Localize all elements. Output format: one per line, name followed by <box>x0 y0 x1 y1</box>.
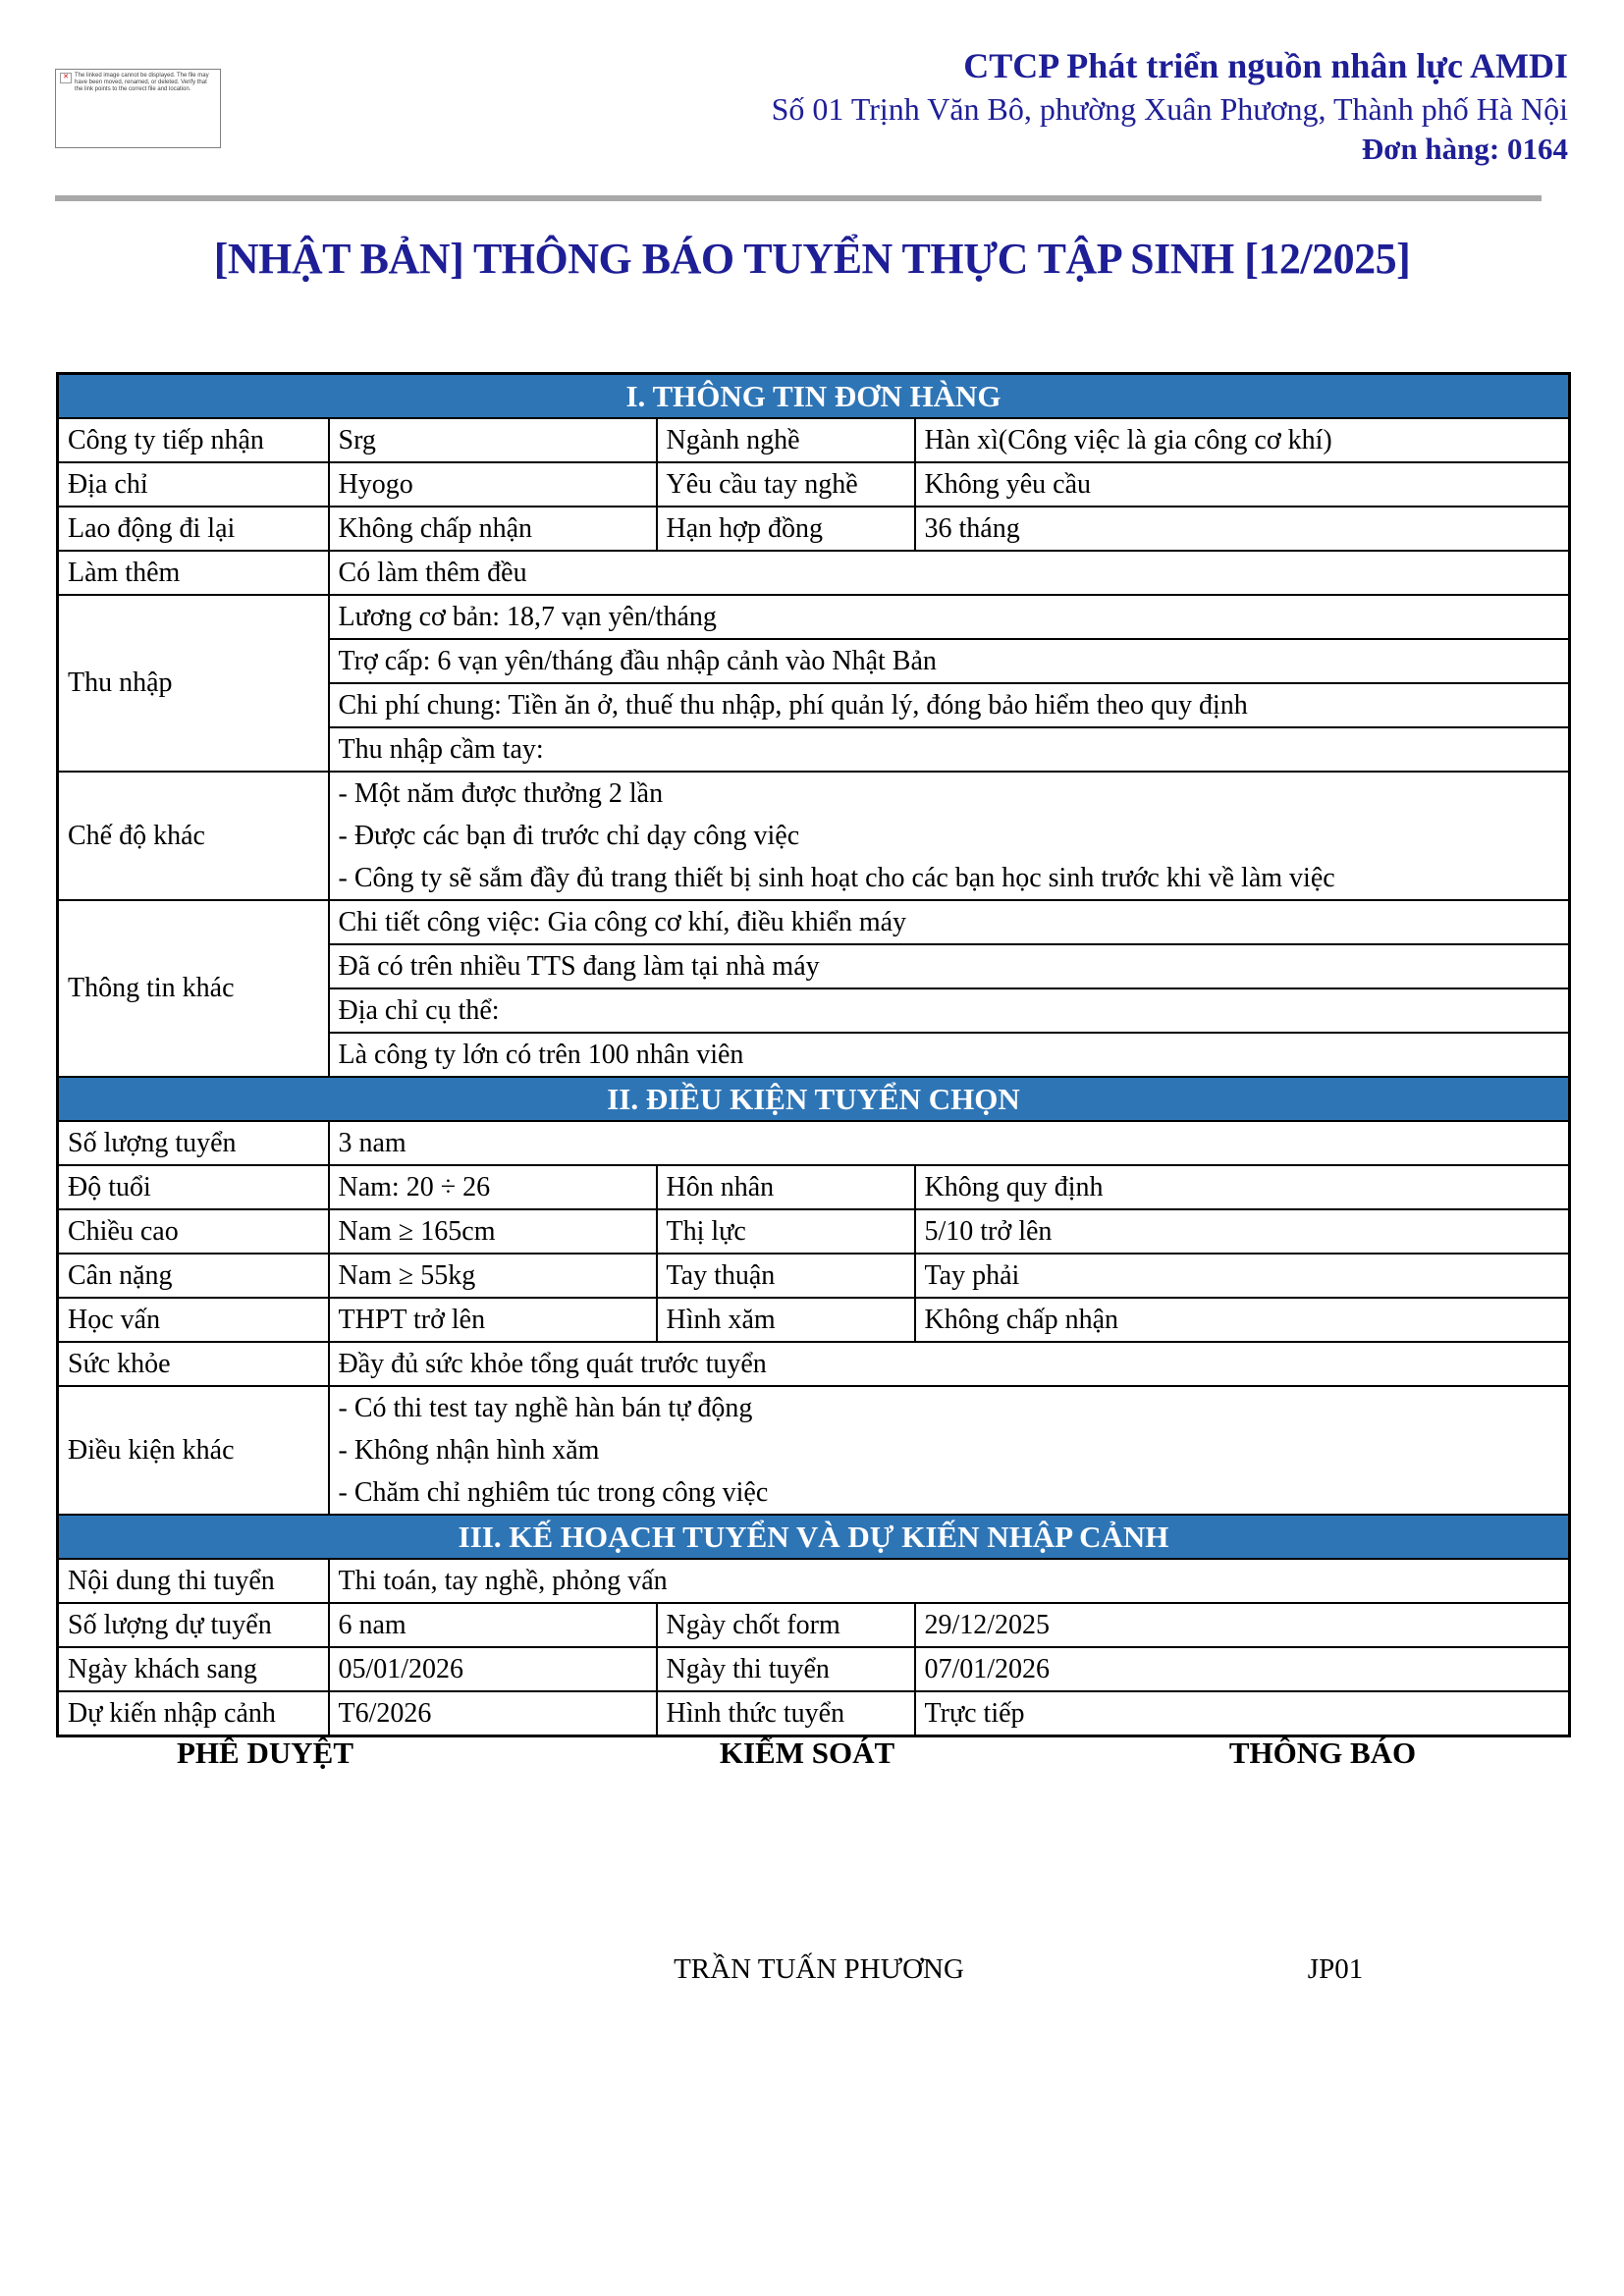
table-cell: 05/01/2026 <box>329 1647 657 1691</box>
cell-line: - Công ty sẽ sắm đầy đủ trang thiết bị sinh hoạt cho các bạn học sinh trước khi về làm việc <box>338 863 1335 893</box>
table-cell: Không chấp nhận <box>915 1298 1570 1342</box>
table-cell: Hàn xì(Công việc là gia công cơ khí) <box>915 418 1570 462</box>
broken-image-icon: ✕ <box>60 73 72 83</box>
table-cell <box>329 772 1570 900</box>
table-cell: Trực tiếp <box>915 1691 1570 1736</box>
row-label: Lao động đi lại <box>58 507 329 551</box>
row-label: Hạn hợp đồng <box>657 507 915 551</box>
row-label: Sức khỏe <box>58 1342 329 1386</box>
row-label: Ngày thi tuyển <box>657 1647 915 1691</box>
row-label: Số lượng tuyển <box>58 1121 329 1165</box>
table-cell: 5/10 trở lên <box>915 1209 1570 1254</box>
page-title: [NHẬT BẢN] THÔNG BÁO TUYỂN THỰC TẬP SINH [12/2025] <box>213 235 1411 283</box>
cell-line: - Có thi test tay nghề hàn bán tự động <box>338 1393 753 1423</box>
company-name: CTCP Phát triển nguồn nhân lực AMDI <box>963 46 1568 85</box>
table-cell: 07/01/2026 <box>915 1647 1570 1691</box>
row-label: Yêu cầu tay nghề <box>657 462 915 507</box>
broken-image-placeholder <box>55 69 221 148</box>
row-label: Hình thức tuyển <box>657 1691 915 1736</box>
row-label: Số lượng dự tuyển <box>58 1603 329 1647</box>
table-cell: 6 nam <box>329 1603 657 1647</box>
announce-label: THÔNG BÁO <box>1228 1735 1417 1770</box>
row-label: Hôn nhân <box>657 1165 915 1209</box>
table-cell: Nam ≥ 55kg <box>329 1254 657 1298</box>
table-cell <box>329 1386 1570 1515</box>
cell-line: - Không nhận hình xăm <box>338 1435 600 1466</box>
table-cell: THPT trở lên <box>329 1298 657 1342</box>
approve-label: PHÊ DUYỆT <box>177 1735 353 1770</box>
row-label: Dự kiến nhập cảnh <box>58 1691 329 1736</box>
section-header: III. KẾ HOẠCH TUYỂN VÀ DỰ KIẾN NHẬP CẢNH <box>58 1515 1570 1559</box>
table-cell: 36 tháng <box>915 507 1570 551</box>
order-table <box>56 372 1571 1737</box>
section-header: I. THÔNG TIN ĐƠN HÀNG <box>58 374 1570 419</box>
table-cell: Không quy định <box>915 1165 1570 1209</box>
table-cell: Có làm thêm đều <box>329 551 1570 595</box>
table-cell: Không yêu cầu <box>915 462 1570 507</box>
table-cell: Đã có trên nhiều TTS đang làm tại nhà máy <box>329 944 1570 988</box>
row-label: Thị lực <box>657 1209 915 1254</box>
table-cell: Thu nhập cầm tay: <box>329 727 1570 772</box>
row-label: Cân nặng <box>58 1254 329 1298</box>
table-cell: Hyogo <box>329 462 657 507</box>
table-cell: Là công ty lớn có trên 100 nhân viên <box>329 1033 1570 1077</box>
row-label: Thông tin khác <box>58 900 329 1077</box>
row-label: Ngành nghề <box>657 418 915 462</box>
cell-line: - Một năm được thưởng 2 lần <box>338 778 664 809</box>
row-label: Chế độ khác <box>58 772 329 900</box>
row-label: Ngày khách sang <box>58 1647 329 1691</box>
row-label: Ngày chốt form <box>657 1603 915 1647</box>
row-label: Tay thuận <box>657 1254 915 1298</box>
row-label: Địa chỉ <box>58 462 329 507</box>
table-cell: Đầy đủ sức khỏe tổng quát trước tuyển <box>329 1342 1570 1386</box>
row-label: Hình xăm <box>657 1298 915 1342</box>
table-cell: Lương cơ bản: 18,7 vạn yên/tháng <box>329 595 1570 639</box>
table-cell: Srg <box>329 418 657 462</box>
table-cell: 3 nam <box>329 1121 1570 1165</box>
table-cell: Nam: 20 ÷ 26 <box>329 1165 657 1209</box>
table-cell: 29/12/2025 <box>915 1603 1570 1647</box>
table-cell: Thi toán, tay nghề, phỏng vấn <box>329 1559 1570 1603</box>
order-table-body <box>58 374 1570 1736</box>
table-cell: Chi phí chung: Tiền ăn ở, thuế thu nhập, phí quản lý, đóng bảo hiểm theo quy định <box>329 683 1570 727</box>
table-cell: Không chấp nhận <box>329 507 657 551</box>
company-address: Số 01 Trịnh Văn Bô, phường Xuân Phương, Thành phố Hà Nội <box>771 91 1568 127</box>
control-label: KIỂM SOÁT <box>719 1735 895 1770</box>
table-cell: Địa chỉ cụ thể: <box>329 988 1570 1033</box>
header-divider <box>55 195 1542 201</box>
row-label: Nội dung thi tuyển <box>58 1559 329 1603</box>
table-cell: Nam ≥ 165cm <box>329 1209 657 1254</box>
broken-image-message: The linked image cannot be displayed. The file may have been moved, renamed, or deleted. Verify that the link points to the correct file and location. <box>75 73 209 92</box>
table-cell: Tay phải <box>915 1254 1570 1298</box>
controller-name: TRẦN TUẤN PHƯƠNG <box>674 1953 964 1985</box>
order-number: Đơn hàng: 0164 <box>1361 132 1568 166</box>
cell-line: - Được các bạn đi trước chỉ dạy công việc <box>338 821 800 851</box>
cell-line: - Chăm chỉ nghiêm túc trong công việc <box>338 1477 769 1508</box>
table-cell: Chi tiết công việc: Gia công cơ khí, điều khiển máy <box>329 900 1570 944</box>
row-label: Điều kiện khác <box>58 1386 329 1515</box>
row-label: Công ty tiếp nhận <box>58 418 329 462</box>
announcer-code: JP01 <box>1307 1953 1364 1985</box>
section-header: II. ĐIỀU KIỆN TUYỂN CHỌN <box>58 1077 1570 1121</box>
row-label: Chiều cao <box>58 1209 329 1254</box>
table-cell: Trợ cấp: 6 vạn yên/tháng đầu nhập cảnh vào Nhật Bản <box>329 639 1570 683</box>
row-label: Học vấn <box>58 1298 329 1342</box>
table-cell: T6/2026 <box>329 1691 657 1736</box>
row-label: Thu nhập <box>58 595 329 772</box>
letterhead <box>488 43 1568 169</box>
row-label: Độ tuổi <box>58 1165 329 1209</box>
row-label: Làm thêm <box>58 551 329 595</box>
